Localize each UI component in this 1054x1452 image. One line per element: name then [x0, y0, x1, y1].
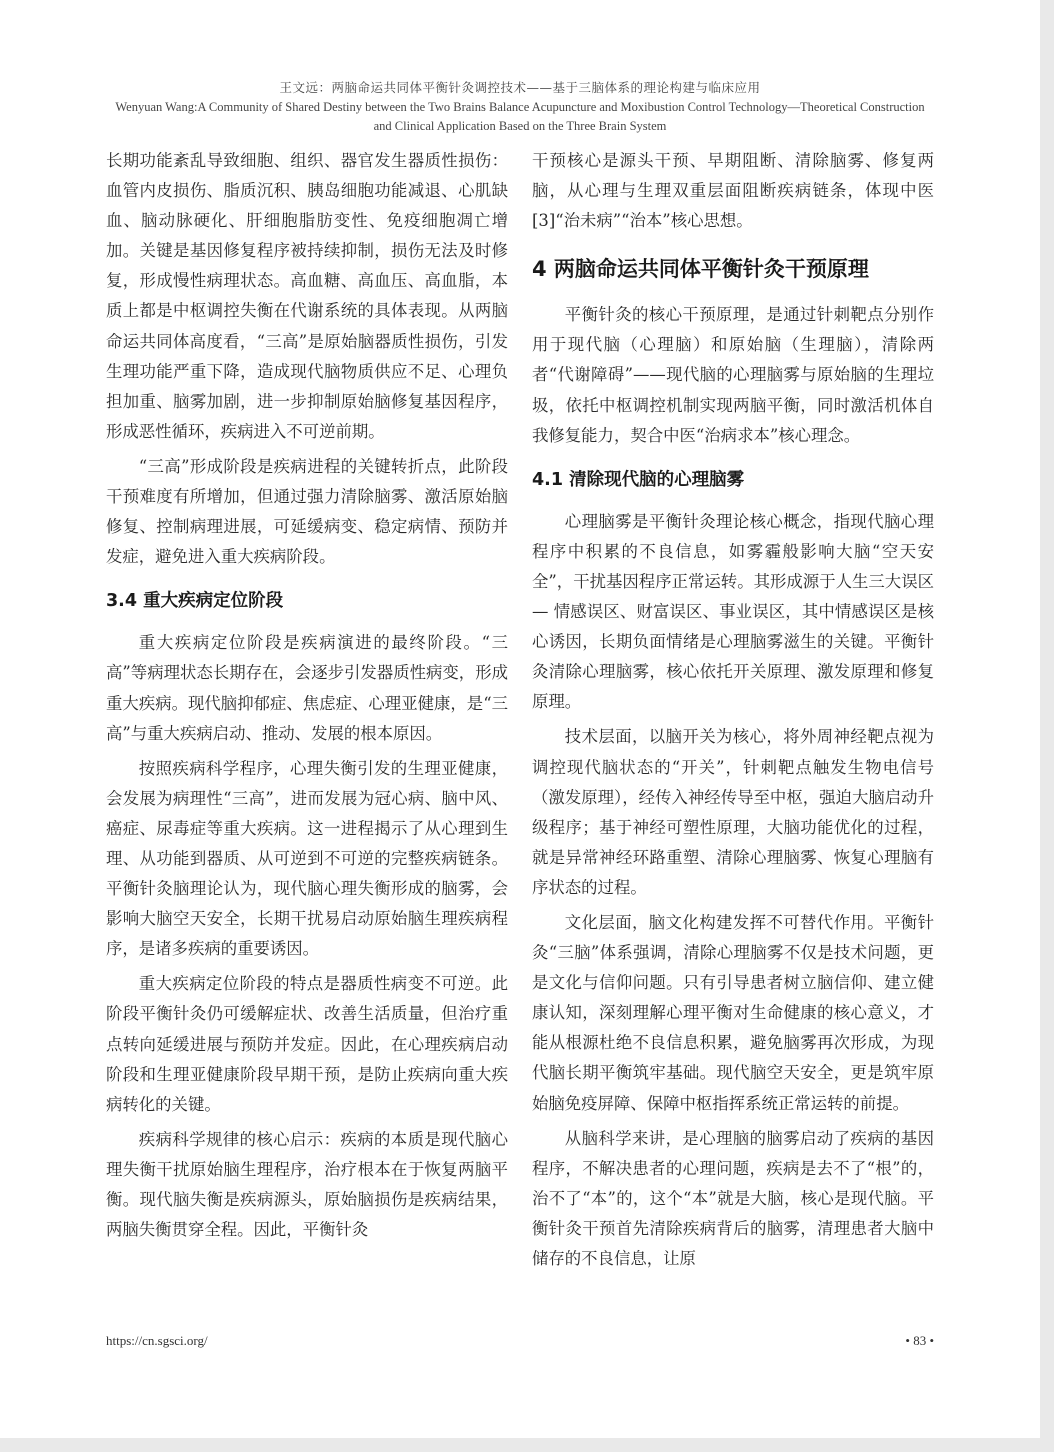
- paragraph: 心理脑雾是平衡针灸理论核心概念，指现代脑心理程序中积累的不良信息，如雾霾般影响大脑“空天安全”，干扰基因程序正常运转。其形成源于人生三大误区 — 情感误区、财富误区、事业误区，其中情感误区是核心诱因，长期负面情绪是心理脑雾滋生的关键。平衡针灸清除心理脑雾，核心依托开关原理、激发原理和修复原理。: [532, 511, 934, 712]
- paragraph: 平衡针灸的核心干预原理，是通过针刺靶点分别作用于现代脑（心理脑）和原始脑（生理脑），清除两者“代谢障碍”——现代脑的心理脑雾与原始脑的生理垃圾，依托中枢调控机制实现两脑平衡，同时激活机体自我修复能力，契合中医“治病求本”核心理念。: [532, 305, 934, 445]
- section-heading-4-1: 4.1 清除现代脑的心理脑雾: [532, 469, 745, 490]
- header-title-en-line2: and Clinical Application Based on the Three Brain System: [373, 119, 667, 133]
- left-column: [106, 146, 508, 1245]
- page-number: • 83 •: [905, 1333, 934, 1348]
- section-heading-3-4: 3.4 重大疾病定位阶段: [106, 591, 284, 612]
- paragraph: 从脑科学来讲，是心理脑的脑雾启动了疾病的基因程序，不解决患者的心理问题，疾病是去不了“根”的，治不了“本”的，这个“本”就是大脑，核心是现代脑。平衡针灸干预首先清除疾病背后的脑雾，清理患者大脑中储存的不良信息，让原: [532, 1128, 934, 1268]
- paragraph: 重大疾病定位阶段是疾病演进的最终阶段。“三高”等病理状态长期存在，会逐步引发器质性病变，形成重大疾病。现代脑抑郁症、焦虑症、心理亚健康，是“三高”与重大疾病启动、推动、发展的根本原因。: [106, 633, 508, 743]
- paragraph: 技术层面，以脑开关为核心，将外周神经靶点视为调控现代脑状态的“开关”，针刺靶点触发生物电信号（激发原理），经传入神经传导至中枢，强迫大脑启动升级程序；基于神经可塑性原理，大脑功能优化的过程，就是异常神经环路重塑、清除心理脑雾、恢复心理脑有序状态的过程。: [532, 727, 934, 897]
- header-title-cn: 王文远：两脑命运共同体平衡针灸调控技术——基于三脑体系的理论构建与临床应用: [279, 80, 761, 95]
- paragraph: “三高”形成阶段是疾病进程的关键转折点，此阶段干预难度有所增加，但通过强力清除脑雾、激活原始脑修复、控制病理进展，可延缓病变、稳定病情、预防并发症，避免进入重大疾病阶段。: [106, 456, 508, 567]
- paragraph: 长期功能紊乱导致细胞、组织、器官发生器质性损伤：血管内皮损伤、脂质沉积、胰岛细胞功能减退、心肌缺血、脑动脉硬化、肝细胞脂肪变性、免疫细胞凋亡增加。关键是基因修复程序被持续抑制，损伤无法及时修复，形成慢性病理状态。高血糖、高血压、高血脂，本质上都是中枢调控失衡在代谢系统的具体表现。从两脑命运共同体高度看，“三高”是原始脑器质性损伤，引发生理功能严重下降，造成现代脑物质供应不足、心理负担加重、脑雾加剧，进一步抑制原始脑修复基因程序，形成恶性循环，疾病进入不可逆前期。: [106, 151, 508, 441]
- footer-url-link[interactable]: https://cn.sgsci.org/: [106, 1333, 208, 1348]
- paragraph: 重大疾病定位阶段的特点是器质性病变不可逆。此阶段平衡针灸仍可缓解症状、改善生活质量，但治疗重点转向延缓进展与预防并发症。因此，在心理疾病启动阶段和生理亚健康阶段早期干预，是防止疾病向重大疾病转化的关键。: [106, 974, 508, 1114]
- section-heading-4: 4 两脑命运共同体平衡针灸干预原理: [532, 257, 869, 282]
- running-header: [90, 78, 950, 136]
- paragraph: 疾病科学规律的核心启示：疾病的本质是现代脑心理失衡干扰原始脑生理程序，治疗根本在于恢复两脑平衡。现代脑失衡是疾病源头，原始脑损伤是疾病结果，两脑失衡贯穿全程。因此，平衡针灸: [106, 1129, 508, 1240]
- paragraph: 文化层面，脑文化构建发挥不可替代作用。平衡针灸“三脑”体系强调，清除心理脑雾不仅是技术问题，更是文化与信仰问题。只有引导患者树立脑信仰、建立健康认知，深刻理解心理平衡对生命健康的核心意义，才能从根源杜绝不良信息积累，避免脑雾再次形成，为现代脑长期平衡筑牢基础。现代脑空天安全，更是筑牢原始脑免疫屏障、保障中枢指挥系统正常运转的前提。: [532, 912, 934, 1113]
- paragraph: 按照疾病科学程序，心理失衡引发的生理亚健康，会发展为病理性“三高”，进而发展为冠心病、脑中风、癌症、尿毒症等重大疾病。这一进程揭示了从心理到生理、从功能到器质、从可逆到不可逆的完整疾病链条。平衡针灸脑理论认为，现代脑心理失衡形成的脑雾，会影响大脑空天安全，长期干扰易启动原始脑生理疾病程序，是诸多疾病的重要诱因。: [106, 758, 508, 959]
- paragraph: 干预核心是源头干预、早期阻断、清除脑雾、修复两脑，从心理与生理双重层面阻断疾病链条，体现中医[3]“治未病”“治本”核心思想。: [532, 151, 934, 231]
- header-title-en-line1: Wenyuan Wang:A Community of Shared Destiny between the Two Brains Balance Acupuncture and Moxibustion Control Technology—Theoretical Construction: [115, 100, 925, 114]
- right-column: [532, 146, 934, 1274]
